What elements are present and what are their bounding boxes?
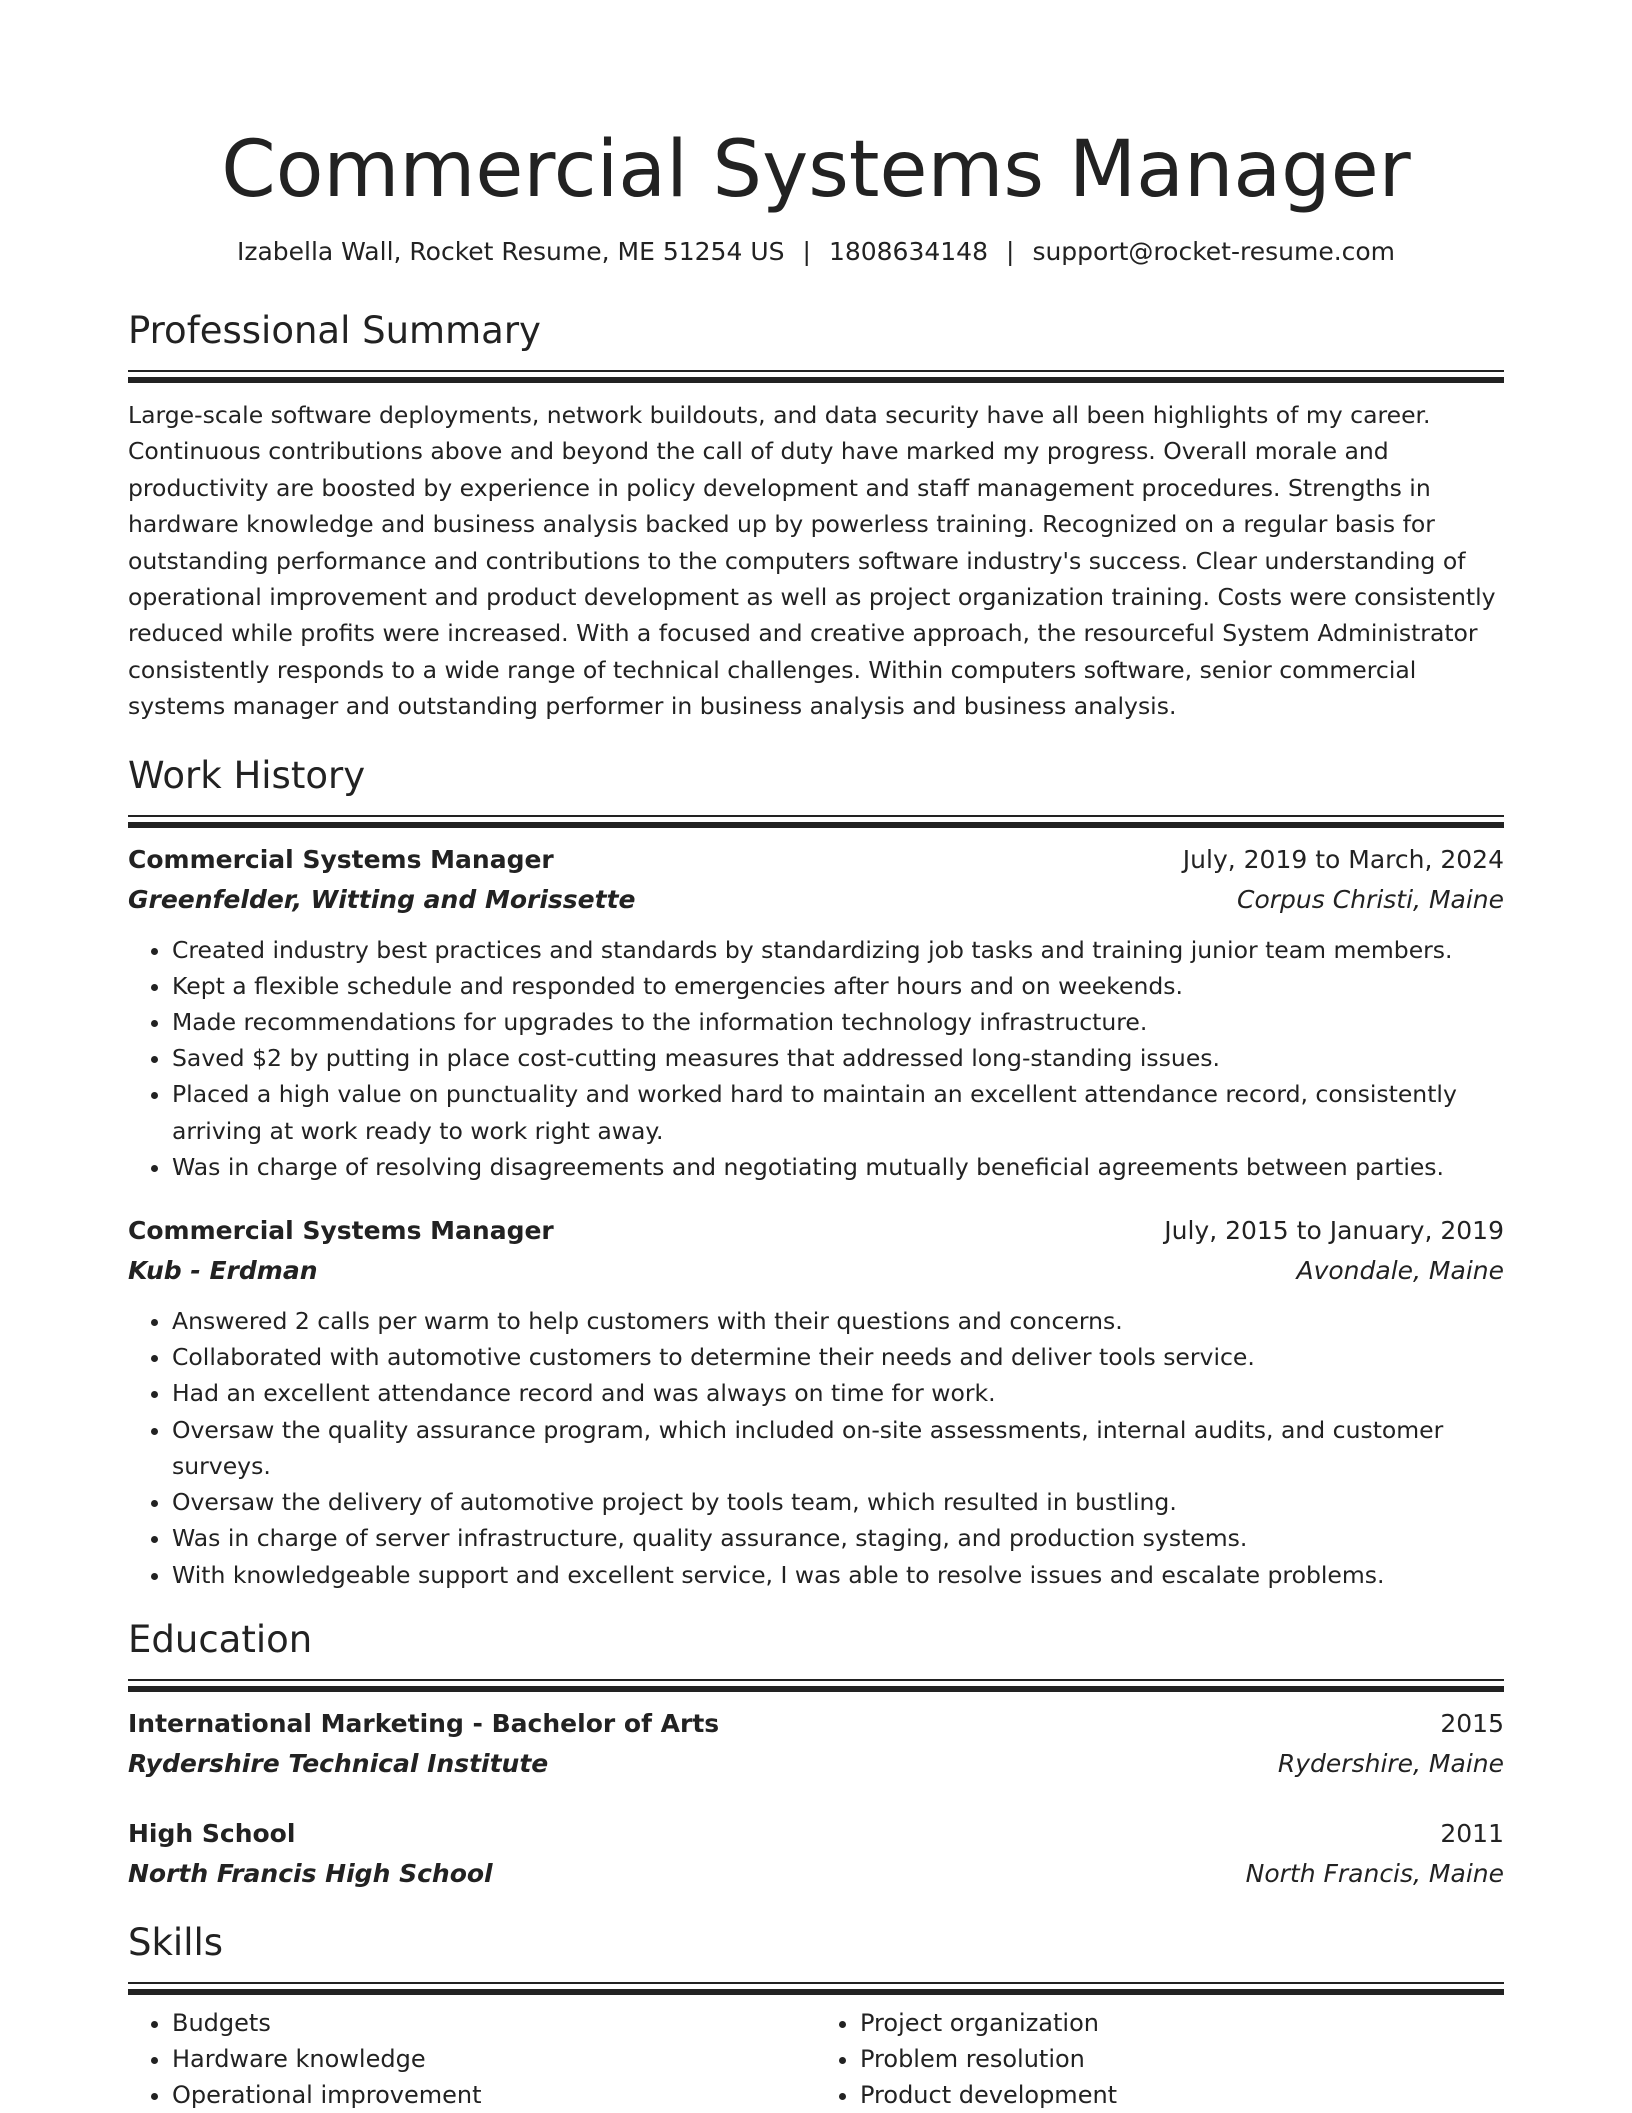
work-section — [128, 751, 1504, 1593]
education-header-row — [128, 1814, 1504, 1854]
list-item: • Oversaw the delivery of automotive project by tools team, which resulted in bustling. — [172, 1484, 1504, 1520]
job-title: Commercial Systems Manager — [128, 844, 554, 874]
job-company-row — [128, 1251, 1504, 1291]
education-school: Rydershire Technical Institute — [128, 1748, 549, 1778]
summary-section — [128, 306, 1504, 725]
job-location: Corpus Christi, Maine — [1237, 884, 1504, 914]
job-bullets — [128, 932, 1504, 1185]
job-dates: July, 2019 to March, 2024 — [1182, 844, 1504, 874]
list-item: • Problem resolution — [860, 2041, 1504, 2077]
skills-section — [128, 1918, 1504, 2113]
job-bullets — [128, 1303, 1504, 1593]
education-header-row — [128, 1704, 1504, 1744]
list-item: • Budgets — [172, 2005, 816, 2041]
education-year: 2015 — [1440, 1708, 1504, 1738]
list-item: • Hardware knowledge — [172, 2041, 816, 2077]
education-degree: High School — [128, 1818, 296, 1848]
list-item: • Placed a high value on punctuality and worked hard to maintain an excellent attendance record, consistently arriving at work ready to work right away. — [172, 1076, 1504, 1148]
job-title: Commercial Systems Manager — [128, 1216, 554, 1246]
contact-separator: | — [1006, 237, 1015, 266]
job-header-row — [128, 1211, 1504, 1251]
list-item: • Had an excellent attendance record and was always on time for work. — [172, 1375, 1504, 1411]
section-heading-education: Education — [128, 1617, 313, 1661]
education-location: Rydershire, Maine — [1277, 1748, 1504, 1778]
list-item: • Saved $2 by putting in place cost-cutting measures that addressed long-standing issues. — [172, 1040, 1504, 1076]
list-item: • Operational improvement — [172, 2077, 816, 2113]
education-entry — [128, 1814, 1504, 1894]
list-item: • Answered 2 calls per warm to help customers with their questions and concerns. — [172, 1303, 1504, 1339]
list-item: • Made recommendations for upgrades to the information technology infrastructure. — [172, 1004, 1504, 1040]
section-heading-skills: Skills — [128, 1920, 224, 1964]
education-entry — [128, 1704, 1504, 1784]
section-heading-summary: Professional Summary — [128, 309, 541, 352]
resume-page — [128, 0, 1504, 2113]
education-degree: International Marketing - Bachelor of Arts — [128, 1708, 720, 1738]
education-year: 2011 — [1440, 1818, 1504, 1848]
education-section — [128, 1615, 1504, 1894]
list-item: • Collaborated with automotive customers to determine their needs and deliver tools service. — [172, 1339, 1504, 1375]
list-item: • Oversaw the quality assurance program, which included on-site assessments, internal audits, and customer surveys. — [172, 1412, 1504, 1484]
contact-separator: | — [802, 237, 811, 266]
list-item: • Product development — [860, 2077, 1504, 2113]
section-divider — [128, 1982, 1504, 1995]
list-item: • With knowledgeable support and excellent service, I was able to resolve issues and escalate problems. — [172, 1557, 1504, 1593]
section-divider — [128, 1679, 1504, 1692]
section-divider — [128, 370, 1504, 383]
skills-columns — [128, 2005, 1504, 2113]
education-school-row — [128, 1744, 1504, 1784]
skills-list-right — [816, 2005, 1504, 2113]
section-heading-work: Work History — [128, 753, 366, 797]
job-company: Greenfelder, Witting and Morissette — [128, 884, 636, 914]
job-location: Avondale, Maine — [1296, 1256, 1504, 1286]
contact-phone: 1808634148 — [828, 237, 988, 266]
list-item: • Kept a flexible schedule and responded to emergencies after hours and on weekends. — [172, 968, 1504, 1004]
education-school-row — [128, 1854, 1504, 1894]
job-entry — [128, 1211, 1504, 1593]
contact-address: Izabella Wall, Rocket Resume, ME 51254 US — [236, 237, 785, 266]
job-company: Kub - Erdman — [128, 1256, 318, 1286]
job-entry — [128, 840, 1504, 1185]
section-divider — [128, 815, 1504, 828]
list-item: • Was in charge of resolving disagreements and negotiating mutually beneficial agreements between parties. — [172, 1149, 1504, 1185]
list-item: • Was in charge of server infrastructure, quality assurance, staging, and production systems. — [172, 1520, 1504, 1556]
job-header-row — [128, 840, 1504, 880]
list-item: • Created industry best practices and standards by standardizing job tasks and training junior team members. — [172, 932, 1504, 968]
education-location: North Francis, Maine — [1245, 1858, 1504, 1888]
summary-text: Large-scale software deployments, network buildouts, and data security have all been highlights of my career. Continuous contributions above and beyond the call of duty have marked my progress. Overall morale and productivity are boosted by experience in policy development and staff management procedures. Strengths in hardware knowledge and business analysis backed up by powerless training. Recognized on a regular basis for outstanding performance and contributions to the computers software industry's success. Clear understanding of operational improvement and product development as well as project organization training. Costs were consistently reduced while profits were increased. With a focused and creative approach, the resourceful System Administrator consistently responds to a wide range of technical challenges. Within computers software, senior commercial systems manager and outstanding performer in business analysis and business analysis. — [128, 401, 1496, 721]
contact-email: support@rocket-resume.com — [1032, 237, 1396, 266]
skills-list-left — [128, 2005, 816, 2113]
education-school: North Francis High School — [128, 1858, 493, 1888]
resume-title: Commercial Systems Manager — [221, 125, 1411, 215]
list-item: • Project organization — [860, 2005, 1504, 2041]
job-dates: July, 2015 to January, 2019 — [1164, 1216, 1504, 1246]
contact-line — [128, 236, 1504, 268]
job-company-row — [128, 880, 1504, 920]
